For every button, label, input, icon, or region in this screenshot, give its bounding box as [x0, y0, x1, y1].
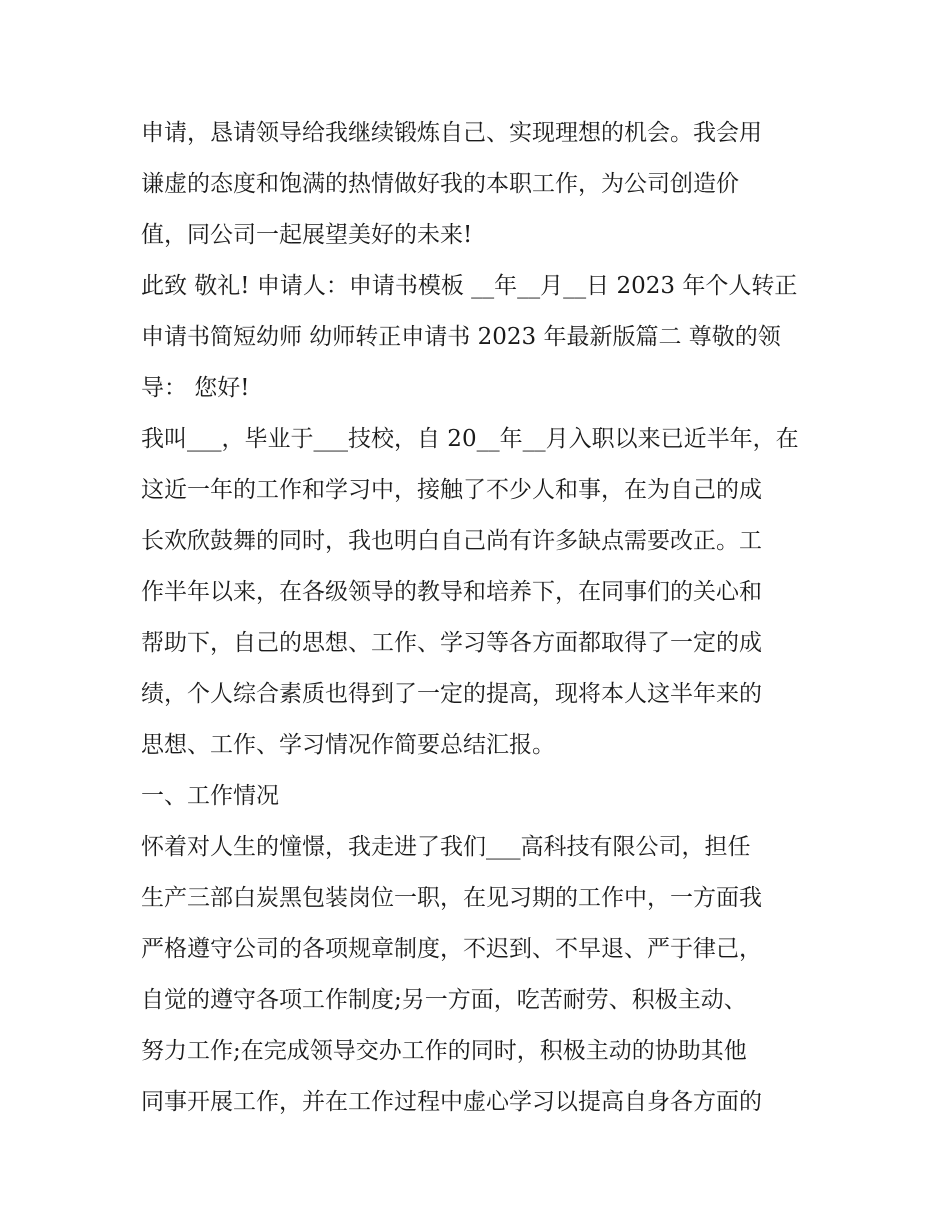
text-line: 长欢欣鼓舞的同时，我也明白自己尚有许多缺点需要改正。工 — [141, 528, 762, 554]
text-line: 作半年以来，在各级领导的教导和培养下，在同事们的关心和 — [141, 579, 762, 605]
text-line: 生产三部白炭黑包装岗位一职，在见习期的工作中，一方面我 — [141, 885, 762, 911]
text-line: 努力工作;在完成领导交办工作的同时，积极主动的协助其他 — [141, 1038, 747, 1064]
text-line: 申请，恳请领导给我继续锻炼自己、实现理想的机会。我会用 — [141, 120, 762, 146]
text-line: 此致 敬礼! 申请人：申请书模板 __年__月__日 2023 年个人转正 — [141, 273, 798, 299]
text-line: 申请书简短幼师 幼师转正申请书 2023 年最新版篇二 尊敬的领 — [141, 324, 781, 350]
text-line: 同事开展工作，并在工作过程中虚心学习以提高自身各方面的 — [141, 1089, 762, 1115]
text-line: 绩，个人综合素质也得到了一定的提高，现将本人这半年来的 — [141, 681, 762, 707]
text-line: 自觉的遵守各项工作制度;另一方面，吃苦耐劳、积极主动、 — [141, 987, 747, 1013]
text-line: 严格遵守公司的各项规章制度，不迟到、不早退、严于律己， — [141, 936, 762, 962]
text-line: 思想、工作、学习情况作简要总结汇报。 — [141, 732, 555, 758]
text-line: 怀着对人生的憧憬，我走进了我们___高科技有限公司，担任 — [141, 834, 751, 860]
text-line: 我叫___，毕业于___技校，自 20__年__月入职以来已近半年，在 — [141, 426, 799, 452]
text-line: 这近一年的工作和学习中，接触了不少人和事，在为自己的成 — [141, 477, 762, 503]
text-line: 导： 您好! — [141, 375, 250, 401]
section-heading: 一、工作情况 — [141, 783, 279, 809]
text-line: 值，同公司一起展望美好的未来! — [141, 222, 473, 248]
document-body — [141, 108, 821, 1128]
text-line: 帮助下，自己的思想、工作、学习等各方面都取得了一定的成 — [141, 630, 762, 656]
text-line: 谦虚的态度和饱满的热情做好我的本职工作，为公司创造价 — [141, 171, 739, 197]
